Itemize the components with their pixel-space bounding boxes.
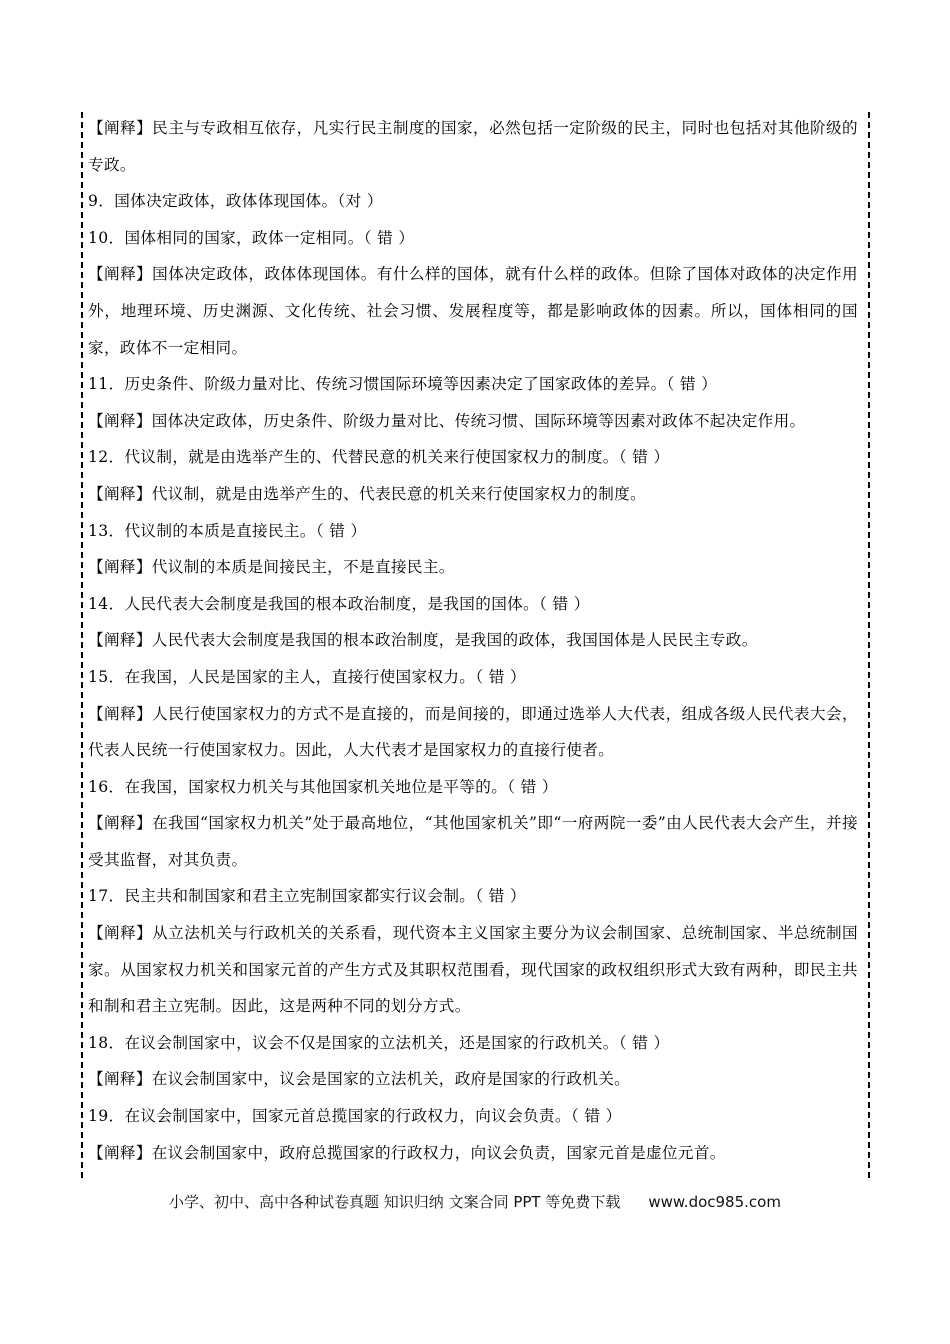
explanation-15: 【阐释】人民行使国家权力的方式不是直接的，而是间接的，即通过选举人大代表，组成各级人民代表大会，代表人民统一行使国家权力。因此，人大代表才是国家权力的直接行使者。 [88,704,858,760]
explanation-17: 【阐释】从立法机关与行政机关的关系看，现代资本主义国家主要分为议会制国家、总统制国家、半总统制国家。从国家权力机关和国家元首的产生方式及其职权范围看，现代国家的政权组织形式大致有两种，即民主共和制和君主立宪制。因此，这是两种不同的划分方式。 [88,924,858,1016]
question-11: 11．历史条件、阶级力量对比、传统习惯国际环境等因素决定了国家政体的差异。（ 错 ） [88,375,718,394]
question-9: 9．国体决定政体，政体体现国体。（对 ） [88,192,383,211]
explanation-11: 【阐释】国体决定政体，历史条件、阶级力量对比、传统习惯、国际环境等因素对政体不起决定作用。 [88,411,806,430]
left-dashed-border [81,112,83,1178]
footer-site-link[interactable]: www.doc985.com [648,1193,781,1211]
question-19: 19．在议会制国家中，国家元首总揽国家的行政权力，向议会负责。（ 错 ） [88,1107,622,1126]
footer-text: 小学、初中、高中各种试卷真题 知识归纳 文案合同 PPT 等免费下载 [169,1193,621,1211]
question-17: 17．民主共和制国家和君主立宪制国家都实行议会制。（ 错 ） [88,887,526,906]
question-14: 14．人民代表大会制度是我国的根本政治制度，是我国的国体。（ 错 ） [88,594,590,613]
page-footer [0,1190,950,1214]
question-16: 16．在我国，国家权力机关与其他国家机关地位是平等的。（ 错 ） [88,777,558,796]
question-12: 12．代议制，就是由选举产生的、代替民意的机关来行使国家权力的制度。（ 错 ） [88,448,670,467]
right-dashed-border [868,112,870,1178]
explanation-16: 【阐释】在我国“国家权力机关”处于最高地位，“其他国家机关”即“一府两院一委”由人民代表大会产生，并接受其监督，对其负责。 [88,814,858,869]
question-13: 13．代议制的本质是直接民主。（ 错 ） [88,521,367,540]
explanation-10: 【阐释】国体决定政体，政体体现国体。有什么样的国体，就有什么样的政体。但除了国体对政体的决定作用外，地理环境、历史渊源、文化传统、社会习惯、发展程度等，都是影响政体的因素。所以，国体相同的国家，政体不一定相同。 [88,265,858,357]
explanation-19: 【阐释】在议会制国家中，政府总揽国家的行政权力，向议会负责，国家元首是虚位元首。 [88,1143,726,1162]
question-15: 15．在我国，人民是国家的主人，直接行使国家权力。（ 错 ） [88,667,526,686]
explanation-14: 【阐释】人民代表大会制度是我国的根本政治制度，是我国的政体，我国国体是人民民主专政。 [88,631,758,650]
explanation-18: 【阐释】在议会制国家中，议会是国家的立法机关，政府是国家的行政机关。 [88,1070,631,1089]
question-10: 10．国体相同的国家，政体一定相同。（ 错 ） [88,228,415,247]
explanation-8: 【阐释】民主与专政相互依存，凡实行民主制度的国家，必然包括一定阶级的民主，同时也包括对其他阶级的专政。 [88,119,858,174]
question-18: 18．在议会制国家中，议会不仅是国家的立法机关，还是国家的行政机关。（ 错 ） [88,1033,670,1052]
explanation-12: 【阐释】代议制，就是由选举产生的、代表民意的机关来行使国家权力的制度。 [88,484,647,503]
document-body [88,110,858,1171]
explanation-13: 【阐释】代议制的本质是间接民主，不是直接民主。 [88,558,455,577]
